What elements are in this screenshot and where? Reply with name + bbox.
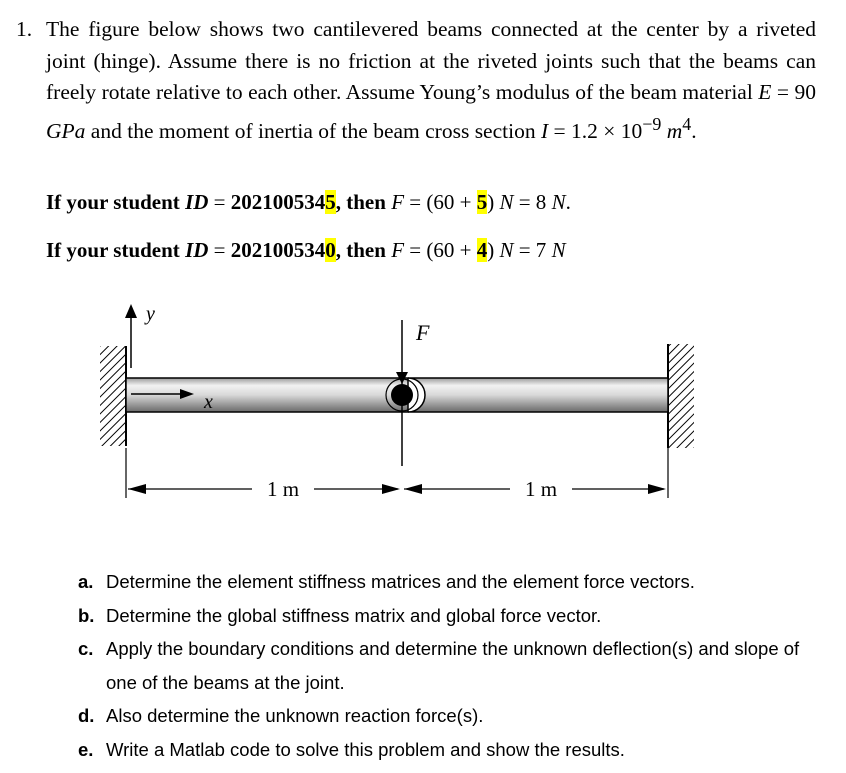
problem-text-b: = 90 — [771, 80, 816, 104]
right-beam — [408, 378, 668, 412]
id-line-2: If your student ID = 2021005340, then F = (60 + 4) N = 7 N — [46, 238, 566, 262]
problem-text-c: and the moment of inertia of the beam cross section — [85, 118, 541, 143]
id-digit-highlight: 5 — [325, 190, 336, 214]
dimension-left: 1 m — [266, 477, 300, 501]
dimension-right: 1 m — [524, 477, 558, 501]
question-a: a. Determine the element stiffness matrices and the element force vectors. — [78, 571, 695, 592]
beam-figure — [90, 296, 710, 506]
problem-text — [46, 14, 816, 147]
problem-number: 1. — [16, 17, 33, 41]
unit-m: m — [666, 118, 683, 143]
x-axis-label: x — [204, 391, 213, 413]
problem-text-a: The figure below shows two cantilevered beams connected at the center by a riveted joint (hinge). Assume there is no friction at the riveted joints such that the beams can freely rotate relative to each other. Assume Young’s modulus of the beam material — [46, 17, 816, 104]
dimension-lines — [126, 448, 668, 498]
id-line-1: If your student ID = 2021005345, then F = (60 + 5) N = 8 N. — [46, 190, 571, 214]
exponent-4: 4 — [682, 113, 692, 134]
question-list — [78, 565, 818, 766]
add-value-highlight: 5 — [476, 190, 488, 214]
question-c: c. Apply the boundary conditions and determine the unknown deflection(s) and slope of one of the beams at the joint. — [78, 638, 800, 693]
problem-text-e: . — [691, 118, 697, 143]
question-d: d. Also determine the unknown reaction force(s). — [78, 705, 484, 726]
question-b: b. Determine the global stiffness matrix and global force vector. — [78, 604, 602, 626]
force-label: F — [416, 320, 430, 345]
add-value-highlight: 4 — [476, 238, 488, 262]
problem-statement — [16, 14, 816, 147]
left-wall — [100, 346, 126, 446]
unit-gpa: GPa — [46, 118, 86, 143]
id-digit-highlight: 0 — [325, 238, 336, 262]
right-wall — [668, 344, 694, 448]
question-e: e. Write a Matlab code to solve this problem and show the results. — [78, 738, 625, 760]
symbol-E: E — [758, 80, 772, 104]
exponent-neg9: −9 — [642, 113, 662, 134]
left-beam — [126, 378, 408, 412]
problem-text-d: = 1.2 × 10 — [548, 118, 643, 143]
symbol-I: I — [540, 118, 549, 143]
y-axis-label: y — [146, 303, 155, 325]
